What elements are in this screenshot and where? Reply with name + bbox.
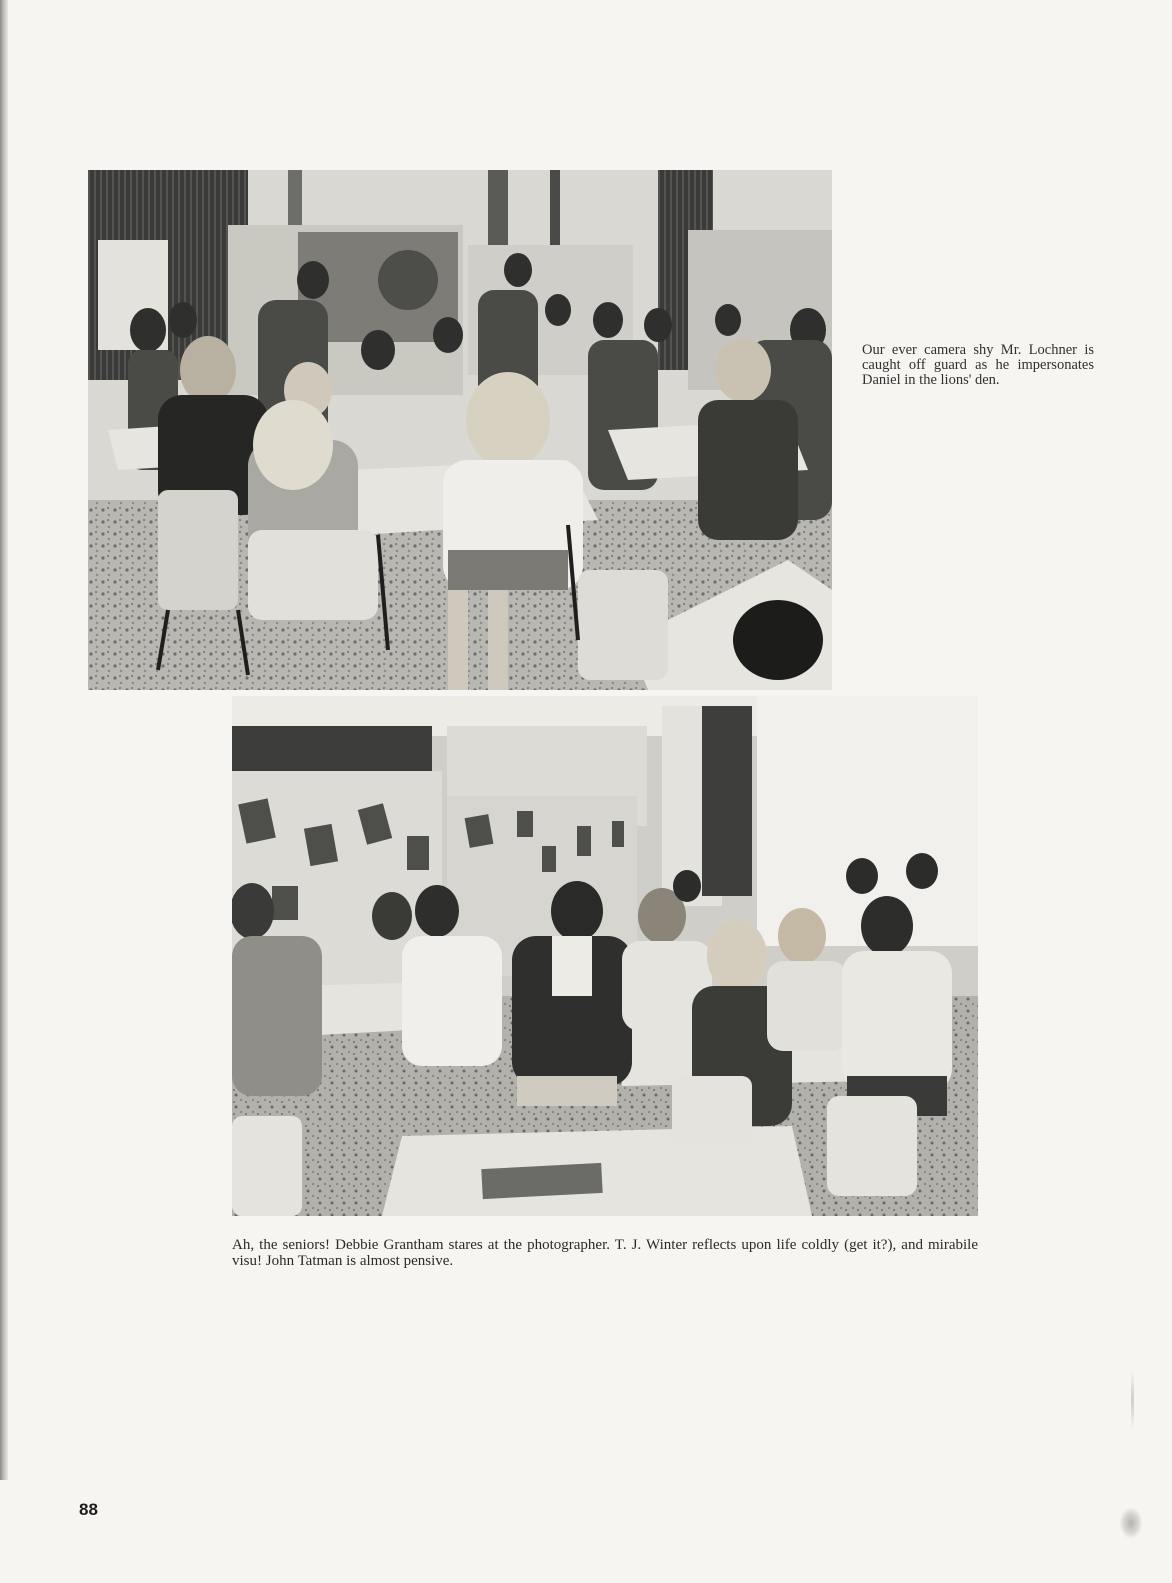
cafeteria-photo-top-image <box>88 170 832 690</box>
cafeteria-photo-top <box>88 170 832 690</box>
paper-corner-smudge <box>1120 1508 1142 1538</box>
page-binding-edge <box>0 0 8 1480</box>
top-photo-caption: Our ever camera shy Mr. Lochner is caught off guard as he impersonates Daniel in the lions' den. <box>862 342 1094 388</box>
seniors-photo-bottom-image <box>232 696 978 1216</box>
paper-edge-mark <box>1131 1370 1134 1430</box>
page-number: 88 <box>79 1500 98 1519</box>
bottom-photo-caption: Ah, the seniors! Debbie Grantham stares at the photographer. T. J. Winter reflects upon life coldly (get it?), and mirabile visu! John Tatman is almost pensive. <box>232 1237 978 1269</box>
seniors-photo-bottom <box>232 696 978 1216</box>
